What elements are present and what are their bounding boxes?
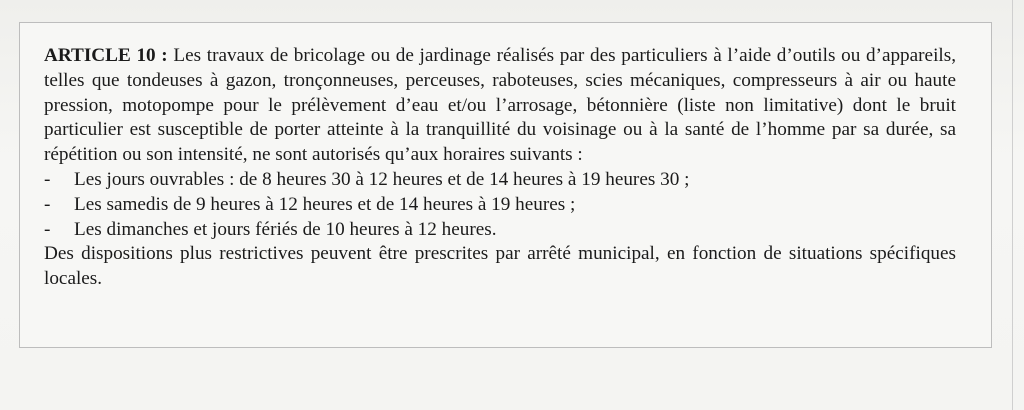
bullet-dash: - xyxy=(44,218,51,240)
list-item xyxy=(44,193,956,218)
article-content xyxy=(44,44,956,292)
list-item xyxy=(44,218,956,243)
article-label: ARTICLE 10 : xyxy=(44,45,168,66)
bullet-dash: - xyxy=(44,168,51,190)
schedule-list xyxy=(44,168,956,242)
list-item-text: Les samedis de 9 heures à 12 heures et de 14 heures à 19 heures ; xyxy=(74,193,576,215)
page-edge-line xyxy=(1012,0,1013,410)
closing-paragraph: Des dispositions plus restrictives peuvent être prescrites par arrêté municipal, en fonction de situations spécifiques locales. xyxy=(44,243,956,290)
bullet-dash: - xyxy=(44,193,51,215)
list-item-text: Les dimanches et jours fériés de 10 heures à 12 heures. xyxy=(74,218,497,240)
list-item-text: Les jours ouvrables : de 8 heures 30 à 12 heures et de 14 heures à 19 heures 30 ; xyxy=(74,168,690,190)
list-item xyxy=(44,168,956,193)
article-intro-paragraph xyxy=(44,44,956,168)
article-intro-text: Les travaux de bricolage ou de jardinage réalisés par des particuliers à l’aide d’outils ou d’appareils, telles que tondeuses à gazon, tronçonneuses, perceuses, raboteuses, scies mécaniques, compresseurs à air ou haute pression, motopompe pour le prélèvement d’eau et/ou l’arrosage, bétonnière (liste non limitative) dont le bruit particulier est susceptible de porter atteinte à la tranquillité du voisinage ou à la santé de l’homme par sa durée, sa répétition ou son intensité, ne sont autorisés qu’aux horaires suivants : xyxy=(44,45,956,166)
